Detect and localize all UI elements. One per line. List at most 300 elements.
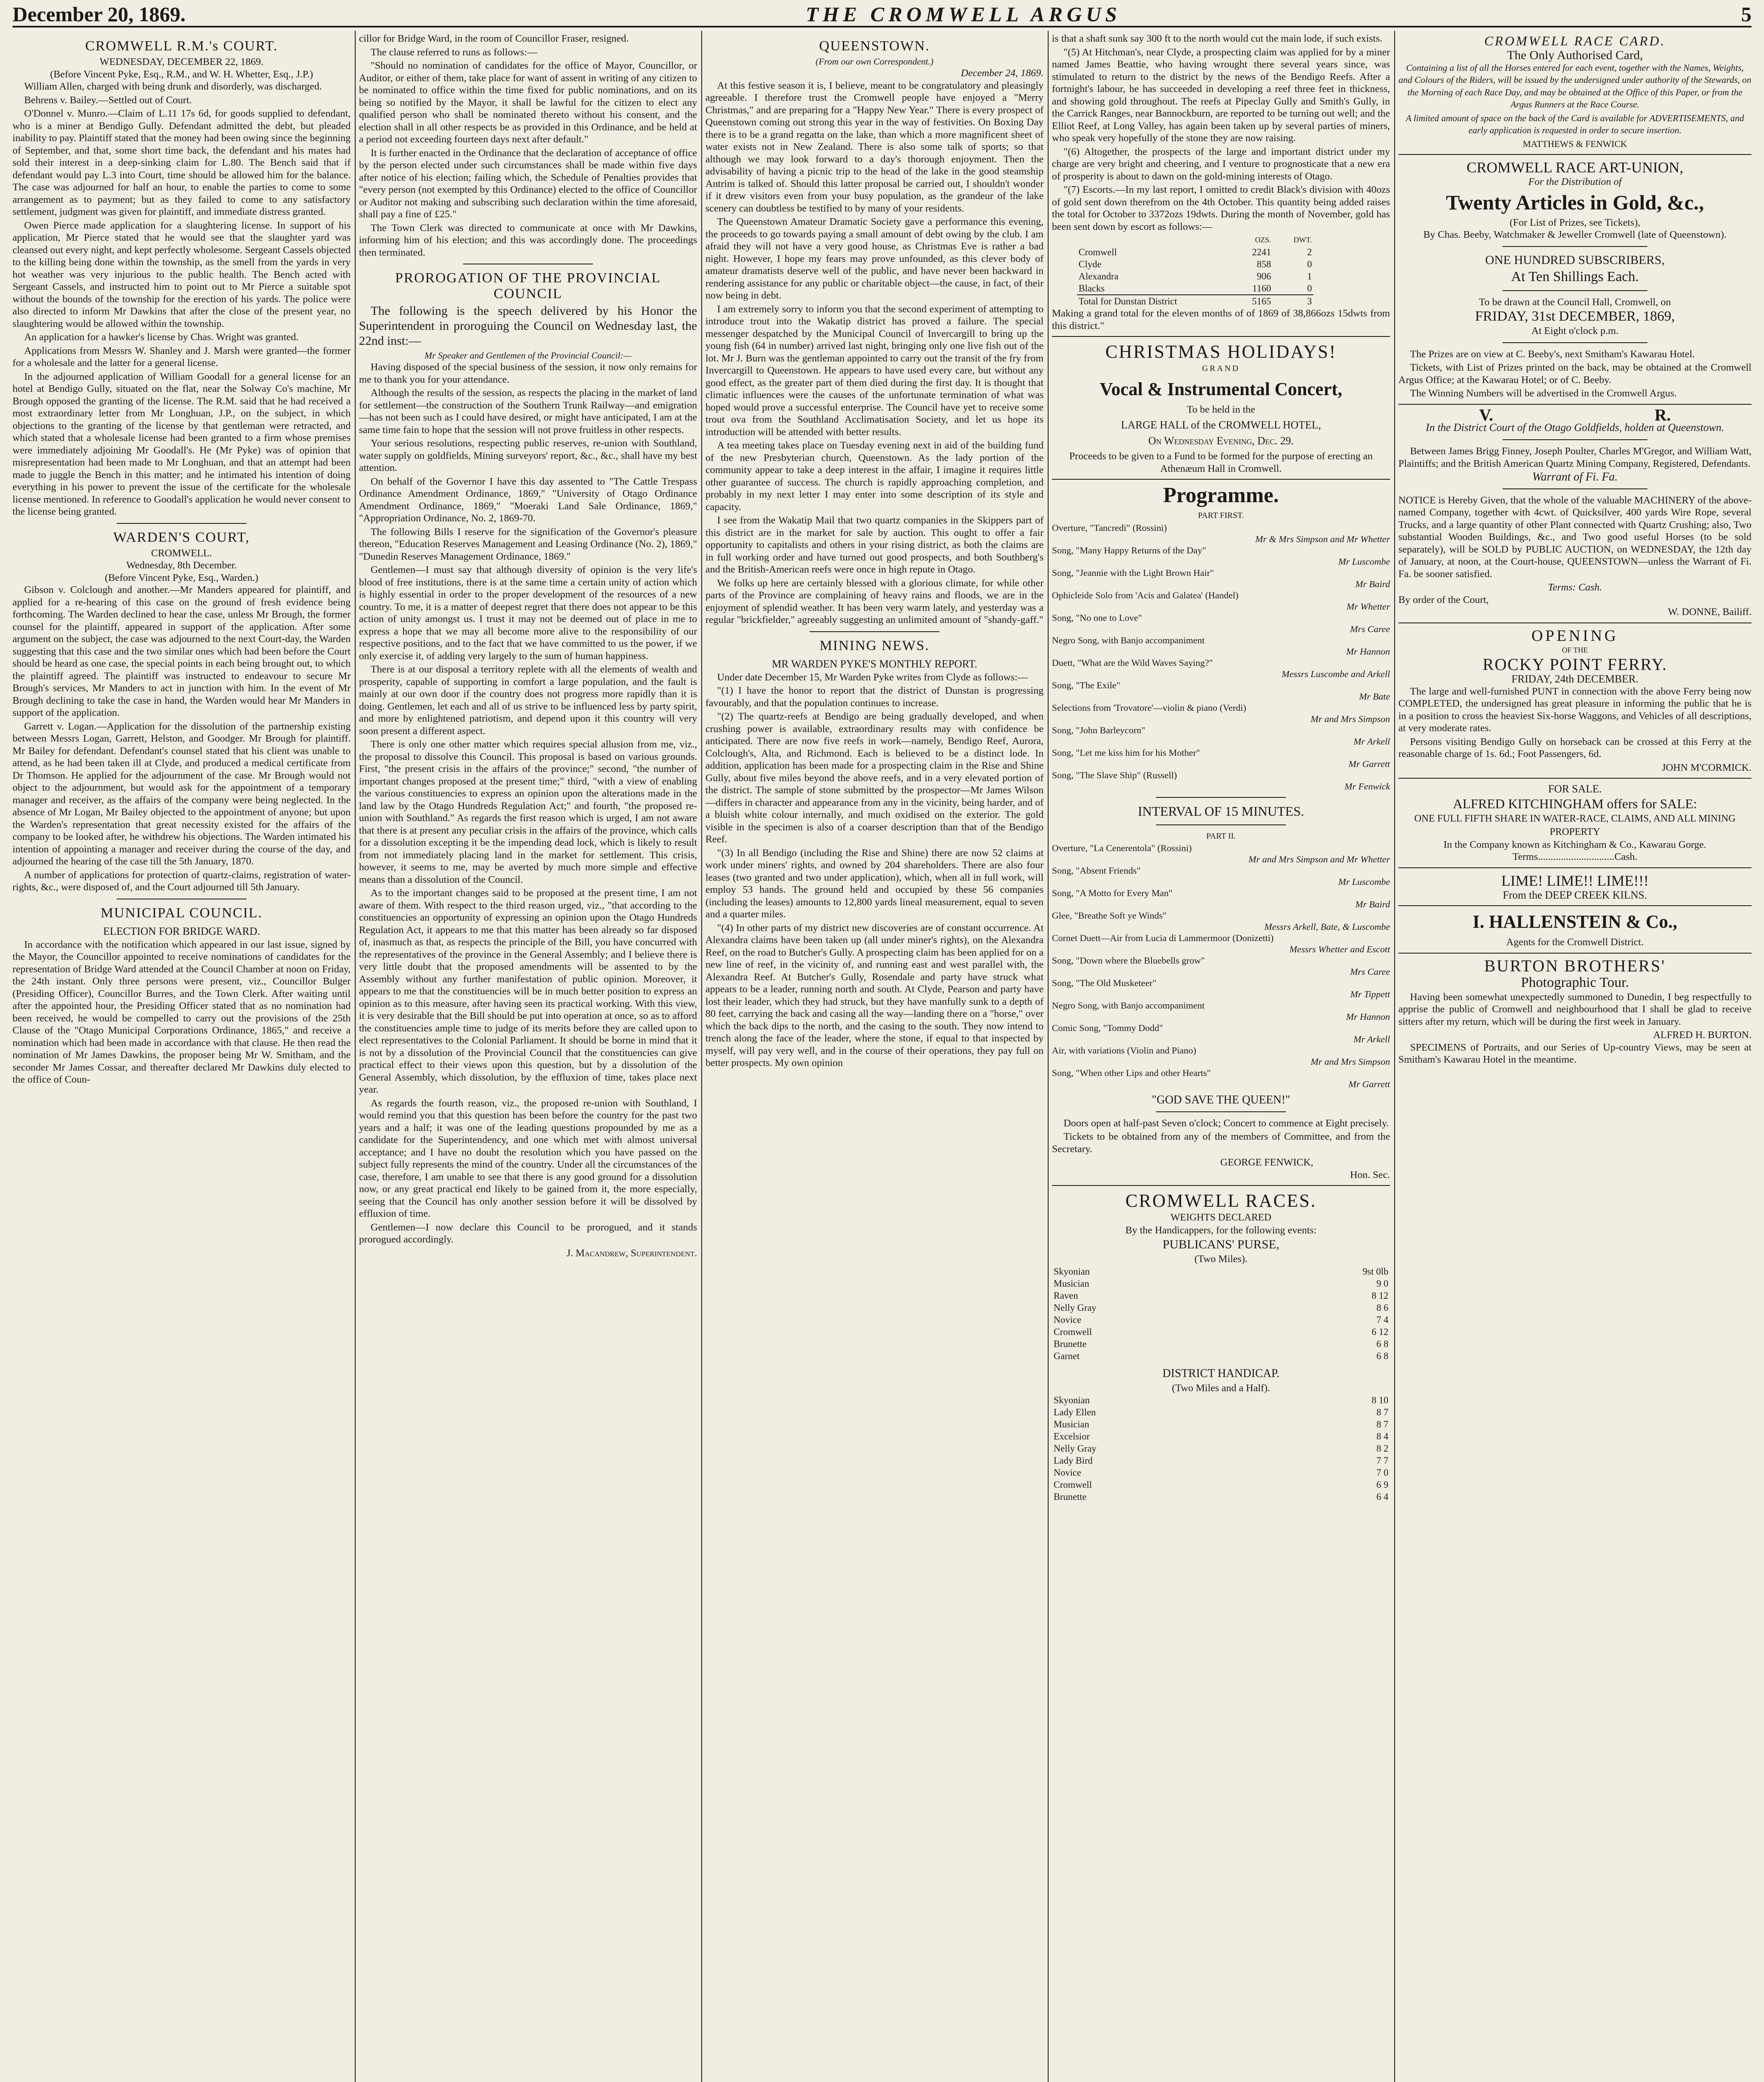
rm-court-date: WEDNESDAY, DECEMBER 22, 1869. [100,56,264,67]
column-rule [1048,31,1049,2082]
art-union-note: (For List of Prizes, see Tickets), [1510,217,1640,228]
table-row [1052,1302,1390,1314]
table-cell: 0 [1307,259,1312,269]
race-card-heading: CROMWELL RACE CARD. [1484,33,1666,48]
race-card-body: Containing a list of all the Horses entered for each event, together with the Names, Weights, and Colours of the Riders, will be issued by the undersigned under authority of the Stewards, on the Morning of each Race Day, and may be obtained at the Office of this Paper, or from the Argus Runners at the Race Course. [1398,62,1752,110]
article-paragraph: An application for a hawker's license by Chas. Wright was granted. [24,331,299,343]
programme-item [1052,702,1390,725]
newspaper-title: THE CROMWELL ARGUS [805,2,1121,26]
table-cell: 7 4 [1376,1314,1388,1325]
lime-source: From the DEEP CREEK KILNS. [1502,889,1647,901]
programme-item-title: Overture, "Tancredi" (Rossini) [1052,522,1167,533]
article-paragraph: A number of applications for protection of quartz-claims, registration of water-rights, &c., were disposed of, and the Court adjourned till 5th January. [12,869,351,893]
article-paragraph: The following Bills I reserve for the signification of the Governor's pleasure thereon, "Education Reserves Management and Leasing Ordinance (No. 2), 1869," "Dunedin Reserves Management Ordinance, 1869." [359,526,697,562]
article-paragraph: I see from the Wakatip Mail that two quartz companies in the Skippers part of this district are in the market for sale by auction. This ought to offer a fair opportunity to capitalists and others in your rising district, as both the claims are in full working order and have turned out good prospects, and both Southberg's and the British-American reefs were once in high repute in Otago. [705,515,1044,575]
ferry-opening: OPENING [1531,627,1619,645]
vr-line [1398,405,1752,424]
programme-item-title: Song, "The Slave Ship" (Russell) [1052,770,1177,780]
art-union-date: FRIDAY, 31st DECEMBER, 1869, [1475,309,1675,324]
part-first-label: PART FIRST. [1198,511,1244,520]
warrant-title: Warrant of Fi. Fa. [1532,471,1618,483]
escort-cell: Total for Dunstan District [1079,296,1177,306]
programme-item-title: Song, "Down where the Bluebells grow" [1052,955,1205,966]
court-title: In the District Court of the Otago Goldfields, holden at Queenstown. [1425,421,1724,433]
programme-item [1052,977,1390,1000]
programme-item [1052,887,1390,910]
table-row [1052,1430,1390,1442]
article-paragraph: The Winning Numbers will be advertised in the Cromwell Argus. [1410,388,1677,399]
table-row [1052,1406,1390,1418]
divider [1502,342,1647,343]
publicans-purse-heading: PUBLICANS' PURSE, [1162,1238,1280,1251]
burton-subheading: Photographic Tour. [1521,974,1629,990]
burton-heading: BURTON BROTHERS' [1484,956,1666,975]
programme-item-performer: Mr Garrett [1348,1079,1390,1089]
programme-item-title: Song, "Jeannie with the Light Brown Hair" [1052,567,1214,578]
divider [1052,336,1390,337]
programme-item [1052,955,1390,977]
table-row [1052,1442,1390,1454]
programme-item-title: Duett, "What are the Wild Waves Saying?" [1052,657,1213,668]
article-paragraph: is that a shaft sunk say 300 ft to the north would cut the main lode, if such exists. [1052,33,1383,44]
programme-item [1052,567,1390,590]
article-paragraph: The following is the speech delivered by his Honor the Superintendent in proroguing the Council on Wednesday last, the 22nd inst:— [359,304,697,348]
article-paragraph: Gibson v. Colclough and another.—Mr Manders appeared for plaintiff, and applied for a re-hearing of this case on the ground of fresh evidence being forthcoming. The Warden declined to hear the case, unless Mr Brough, the former counsel for the plaintiff, appeared in support of the application. After some argument on the subject, the case was adjourned to the next Court-day, the Warden suggesting that this case and the two similar ones which had been before the Court should be heard as one case, the special points in each being brought out, to which the plaintiff agreed. The plaintiff was instructed to endeavour to secure Mr Brough's services, Mr Manders to act in junction with him. In the event of Mr Brough declining to take the case in hand, the Warden would hear Mr Manders in support of the application. [12,584,351,718]
article-paragraph: Applications from Messrs W. Shanley and J. Marsh were granted—the former for a wholesale and the latter for a general license. [12,345,351,369]
article-paragraph: Your serious resolutions, respecting public reserves, re-union with Southland, water supply on goldfields, Mining surveyors' report, &c., &c., shall have my best attention. [359,438,697,473]
table-row [1077,270,1313,282]
programme-item-title: Comic Song, "Tommy Dodd" [1052,1023,1163,1033]
article-paragraph: Owen Pierce made application for a slaughtering license. In support of his application, Mr Pierce stated that he would see that the slaughter yard was cleansed out every night, and kept perfectly wholesome. Sergeant Cassels objected to the killing being done within the township, as the smell from the yards in very hot weather was very injurious to the public health. The Bench acted with Sergeant Cassels, and instructed him to point out to Mr Pierce a suitable spot without the bounds of the township for the erection of his yards. The police were also directed to inform Mr Dawkins that after the close of the present year, no slaughtering would be allowed within the township. [12,219,351,329]
hallenstein-heading: I. HALLENSTEIN & Co., [1472,911,1677,932]
race-card-subheading: The Only Authorised Card, [1507,48,1643,62]
table-cell: Brunette [1054,1492,1087,1502]
christmas-holidays-heading: CHRISTMAS HOLIDAYS! [1105,341,1337,362]
auction-notice: NOTICE is Hereby Given, that the whole of the valuable MACHINERY of the above-named Company, together with 4cwt. of Quicksilver, 400 yards Wire Rope, several Trucks, and a large quantity of other Plant connected with Quartz Crushing; also, Two substantial Wooden Buildings, &c., and Two good useful Horses (to be sold separately), will be SOLD by PUBLIC AUCTION, on WEDNESDAY, the 12th day of January, at noon, at the Court-house, QUEENSTOWN—unless the Warrant of Fi. Fa. be sooner satisfied. [1398,494,1752,580]
article-paragraph: SPECIMENS of Portraits, and our Series of Up-country Views, may be seen at Smitham's Kawarau Hotel in the meantime. [1398,1041,1752,1065]
table-cell: 7 7 [1376,1455,1388,1466]
article-paragraph: On behalf of the Governor I have this day assented to "The Cattle Trespass Ordinance Amendment Ordinance, 1869," "University of Otago Ordinance Amendment Ordinance, 1869," "Moeraki Land Sale Ordinance, 1869," "Appropriation Ordinance, No. 2, 1869-70. [359,476,697,524]
weights-declared: WEIGHTS DECLARED [1171,1212,1271,1223]
table-cell: Cromwell [1054,1479,1092,1490]
programme-item-title: Ophicleide Solo from 'Acis and Galatea' (Handel) [1052,590,1238,600]
table-cell: 9 0 [1376,1278,1388,1289]
vr-left: V. [1479,405,1493,424]
table-row [1077,282,1313,295]
warrant-notice-ad [1398,405,1752,618]
column-rule [355,31,356,2082]
programme-item [1052,770,1390,792]
article-paragraph: cillor for Bridge Ward, in the room of Councillor Fraser, resigned. [359,33,629,44]
programme-part-2 [1052,842,1390,1090]
article-paragraph: "(2) The quartz-reefs at Bendigo are being gradually developed, and when crushing power is available, extraordinary results may with confidence be anticipated. There are now five reefs in work—namely, Bendigo Reef, Aurora, Colclough's, Alta, and Richmond. Each is believed to be a distinct lode. In addition, application has been made for a prospecting claim in the Rise and Shine Gully, about five miles beyond the above reefs, and in a very elevated portion of the district. The sample of stone submitted by the prospector—Mr James Wilson—differs in character and appearance from any in the vicinity, being harder, and of a bluish white colour internally, and much oxidised on the exterior. The gold visible in the specimen is also of a coarser description than that of the Bendigo Reef. [705,711,1044,845]
hallenstein-agents: Agents for the Cromwell District. [1506,936,1644,948]
article-paragraph: Having been somewhat unexpectedly summoned to Dunedin, I beg respectfully to apprise the public of Cromwell and neighbourhood that I shall be glad to receive sitters after my return, which will be during the first week in January. [1398,991,1752,1027]
article-paragraph: "(7) Escorts.—In my last report, I omitted to credit Black's division with 40ozs of gold sent down therefrom on the 4th October. This quantity being added raises the total for October to 3372ozs 19dwts. During the month of November, gold has been sent down by escort as follows:— [1052,184,1390,232]
table-cell: 8 7 [1376,1419,1388,1430]
programme-item-performer: Mr Hannon [1346,1011,1390,1022]
escort-table [1077,234,1313,307]
table-cell: Lady Ellen [1054,1407,1096,1417]
table-row [1052,1467,1390,1479]
table-cell: 7 0 [1376,1467,1388,1478]
article-paragraph: Under date December 15, Mr Warden Pyke writes from Clyde as follows:— [717,671,1028,683]
municipal-council-subheading: ELECTION FOR BRIDGE WARD. [103,925,260,937]
table-cell: Lady Bird [1054,1455,1093,1466]
burton-ad [1398,958,1752,1066]
programme-item [1052,522,1390,545]
programme-item-performer: Mr & Mrs Simpson and Mr Whetter [1255,533,1390,544]
table-row [1052,1338,1390,1350]
article-paragraph: Gentlemen—I must say that although diversity of opinion is the very life's blood of free institutions, there is at the same time a certain unity of action which is highly essential in order to the proper development of the resources of a new country. To me, it is a matter of deepest regret that there does not appear to be this action of unity amongst us. I trust it may not be deemed out of place in me to express a hope that we may all become more alive to the responsibility of our respective positions, and to the fact that we have committed to us the power, if we only exercise it, of adding very largely to the sum of human happiness. [359,564,697,662]
table-row [1077,258,1313,270]
escort-header-cell: DWT. [1293,236,1312,244]
article-paragraph: "(4) In other parts of my district new discoveries are of constant occurrence. At Alexandra claims have been taken up (all under miner's rights), on the Alexandra Reef, on the road to Butcher's Gully. A prospecting claim has been applied for on a new line of reef, in the vicinity of, and running east and west parallel with, the Alexandra Reef. At Butcher's Gully, Rosendale and party have struck what appears to be a leader, running north and south. At Clyde, Pearson and party have lost their leader, which they had struck, but they have manfully sunk to a depth of 80 feet, carrying the back and casing all the way—landing there on a "horse," over which the back dips to the north, and the casing to the south. They now intend to trench along the face of the leader, where the stone, if equal to that inspected by myself, will pay very well, and in the course of their operations, they pay full on better prospects. My own opinion [705,922,1044,1068]
programme-item-performer: Mr Arkell [1353,1034,1390,1044]
programme-item [1052,680,1390,702]
article-paragraph: Gentlemen—I now declare this Council to be prorogued, and it stands prorogued accordingly. [359,1221,697,1245]
doors-open-note: Doors open at half-past Seven o'clock; Concert to commence at Eight precisely. [1064,1117,1389,1129]
table-row [1052,1326,1390,1338]
programme-item [1052,612,1390,635]
programme-item [1052,910,1390,932]
programme-item-performer: Mr Tippett [1350,989,1390,999]
queenstown-date: December 24, 1869. [961,67,1044,79]
divider [1502,488,1647,489]
programme-item-performer: Mr and Mrs Simpson [1311,1056,1390,1067]
district-handicap-table [1052,1394,1390,1503]
programme-item-title: Song, "The Old Musketeer" [1052,978,1156,988]
table-cell: 6 8 [1376,1338,1388,1349]
for-sale-offer: ALFRED KITCHINGHAM offers for SALE: [1453,796,1697,811]
programme-item [1052,657,1390,680]
secretary-name: GEORGE FENWICK, [1220,1157,1313,1168]
ferry-ad [1398,628,1752,774]
article-paragraph: At this festive season it is, I believe, meant to be congratulatory and pleasingly agreeable. I therefore trust the Cromwell people have enjoyed a "Merry Christmas," and are preparing for a "Happy New Year." There is every prospect of Queenstown coming out strong this year in the way of festivities. On Boxing Day there is to be a grand regatta on the lake, than which a more magnificent sheet of water exists not in New Zealand. There is also some talk of sports; so that although we may look forward to a day's thorough enjoyment. Then the advisability of having a picnic trip to the head of the lake in the good steamship Antrim is talked of. Should this latter proposal be carried out, I shouldn't wonder if it drew visitors even from your busy population, as the grandeur of the lake scenery can doubtless be testified to by many of your residents. [705,80,1044,214]
divider [1398,154,1752,155]
ferry-of-the: OF THE [1562,645,1588,654]
table-row [1052,1278,1390,1290]
publicans-purse-distance: (Two Miles). [1194,1253,1248,1265]
divider [1502,290,1647,291]
programme-item-title: Negro Song, with Banjo accompaniment [1052,1000,1205,1011]
table-cell: Excelsior [1054,1431,1090,1442]
table-cell: 8 7 [1376,1407,1388,1417]
mining-news-heading: MINING NEWS. [820,638,929,653]
column-rule [1394,31,1395,2082]
for-sale-heading: FOR SALE. [1548,783,1602,795]
table-cell: Cromwell [1079,247,1117,257]
wardens-court-date: Wednesday, 8th December. [126,560,237,571]
programme-item-title: Song, "Many Happy Returns of the Day" [1052,545,1206,555]
article-paragraph: Tickets, with List of Prizes printed on the back, may be obtained at the Cromwell Argus Office; at the Kawarau Hotel; or of C. Beeby. [1398,362,1752,386]
art-union-drawn: To be drawn at the Council Hall, Cromwell, on [1479,296,1671,308]
escort-cell: 5165 [1252,296,1271,306]
programme-item-title: Song, "When other Lips and other Hearts" [1052,1068,1211,1078]
article-paragraph: Making a grand total for the eleven months of of 1869 of 38,866ozs 15dwts from this district." [1052,308,1390,331]
programme-item-title: Overture, "La Cenerentola" (Rossini) [1052,843,1192,853]
wardens-court-place: CROMWELL. [151,547,212,559]
table-cell: 8 2 [1376,1443,1388,1454]
art-union-time: At Eight o'clock p.m. [1531,325,1619,336]
art-union-subscribers: ONE HUNDRED SUBSCRIBERS, [1485,253,1665,267]
programme-item-performer: Mr Luscombe [1338,556,1390,567]
table-cell: 858 [1256,259,1271,269]
divider [1502,439,1647,440]
programme-item [1052,842,1390,865]
programme-part-1 [1052,522,1390,792]
divider [1398,867,1752,868]
programme-item-performer: Mr Luscombe [1338,877,1390,887]
escort-header-row [1077,234,1313,246]
table-row [1052,1290,1390,1302]
publicans-purse-table [1052,1265,1390,1362]
table-cell: 8 10 [1371,1395,1388,1405]
races-by-line: By the Handicappers, for the following events: [1125,1224,1317,1236]
escort-total-row [1077,295,1313,307]
table-row [1077,246,1313,258]
table-cell: Novice [1054,1467,1081,1478]
art-union-heading: CROMWELL RACE ART-UNION, [1466,159,1684,176]
concert-date: On Wednesday Evening, Dec. 29. [1148,434,1294,447]
municipal-council-heading: MUNICIPAL COUNCIL. [100,905,263,921]
article-paragraph: "(6) Altogether, the prospects of the large and important district under my charge are very bright and cheering, and I venture to prognosticate that a new era of prosperity is about to dawn on the gold-mining interests of Otago. [1052,146,1390,182]
table-cell: Alexandra [1079,271,1119,281]
by-order: By order of the Court, [1398,594,1489,605]
divider [1052,1185,1390,1186]
wardens-court-heading: WARDEN'S COURT, [113,529,250,545]
art-union-price: At Ten Shillings Each. [1511,269,1639,284]
table-cell: Garnet [1054,1350,1080,1361]
for-sale-ad [1398,783,1752,863]
table-cell: Skyonian [1054,1266,1090,1277]
ferry-heading: ROCKY POINT FERRY. [1482,655,1667,674]
table-cell: Raven [1054,1290,1078,1301]
table-row [1052,1314,1390,1326]
table-cell: 8 6 [1376,1302,1388,1313]
article-paragraph: Behrens v. Bailey.—Settled out of Court. [24,94,192,106]
table-cell: 1 [1307,271,1312,281]
escort-header-cell [1077,234,1232,246]
cromwell-races-ad [1052,1190,1390,1503]
table-row [1052,1454,1390,1467]
programme-item-performer: Mr and Mrs Simpson and Mr Whetter [1248,854,1390,864]
programme-item-title: Song, "Absent Friends" [1052,865,1141,876]
programme-item-performer: Mrs Caree [1350,623,1390,634]
district-handicap-heading: DISTRICT HANDICAP. [1162,1367,1280,1380]
art-union-prizes: Twenty Articles in Gold, &c., [1446,190,1704,214]
table-row [1052,1265,1390,1278]
art-union-ad [1398,159,1752,400]
table-cell: Clyde [1079,259,1101,269]
table-cell: 906 [1256,271,1271,281]
table-cell: Skyonian [1054,1395,1090,1405]
article-paragraph: There is only one other matter which requires special allusion from me, viz., the proposal to dissolve this Council. This proposal is based on various grounds. First, "the present crisis in the affairs of the province;" second, "the number of important changes proposed at the present time;" third, "with a view of enabling the various constituencies to express an opinion upon the alterations made in the land law by the Otago Hundreds Regulation Act;" and fourth, "the proposed re-union with Southland." As regards the first reason which is urged, I am not aware that there is at present any peculiar crisis in the affairs of the province, which calls for a dissolution excepting it be the impending dead lock, which is likely to result from not immediately placing land in the market for settlement. This crisis, however, it seems to me, may be averted by much more simple and effective means than a dissolution of the Council. [359,739,697,885]
anthem-line: "GOD SAVE THE QUEEN!" [1151,1093,1291,1106]
rm-court-before: (Before Vincent Pyke, Esq., R.M., and W. H. Whetter, Esq., J.P.) [50,68,313,80]
burton-signature: ALFRED H. BURTON. [1653,1029,1752,1041]
secretary-role: Hon. Sec. [1350,1169,1390,1180]
article-paragraph: The Town Clerk was directed to communicate at once with Mr Dawkins, informing him of his election; and this was accordingly done. The proceedings then terminated. [359,222,697,258]
table-row [1052,1394,1390,1406]
table-cell: Musician [1054,1419,1089,1430]
article-paragraph: Although the results of the session, as respects the placing in the market of land for settlement—the construction of the Southern Trunk Railway—and emigration—has not been such as I could have desired, or might have anticipated, I am at the same time fain to hope that the session will not prove fruitless in other respects. [359,387,697,436]
prorogation-heading: PROROGATION OF THE PROVINCIAL COUNCIL [395,270,661,301]
programme-item-title: Song, "Let me kiss him for his Mother" [1052,747,1200,758]
programme-item [1052,1022,1390,1045]
table-cell: 8 12 [1371,1290,1388,1301]
programme-item [1052,932,1390,955]
article-paragraph: "Should no nomination of candidates for the office of Mayor, Councillor, or Auditor, or either of them, take place for want of assent in writing of any citizen to be nominated to office within the time fixed for public nominations, and on its being so notified by the Mayor, it shall be lawful for the citizen to elect any qualified person who shall be nominated thereto without his consent, and the election shall in all other respects be as provided in this Ordinance, and be held at a period not exceeding fourteen days next after default." [359,60,697,145]
column-rule [701,31,702,2082]
table-cell: 0 [1307,283,1312,294]
table-cell: 6 12 [1371,1326,1388,1337]
concert-title: Vocal & Instrumental Concert, [1099,379,1343,399]
programme-item [1052,590,1390,612]
programme-item-title: Glee, "Breathe Soft ye Winds" [1052,910,1167,921]
interval-label: INTERVAL OF 15 MINUTES. [1138,803,1304,819]
for-sale-terms: Terms..............................Cash. [1512,851,1637,862]
escort-header-cell: OZS. [1255,236,1271,244]
column-4 [1052,32,1390,2082]
race-card-ad [1398,32,1752,150]
races-heading: CROMWELL RACES. [1125,1190,1317,1211]
table-cell: Nelly Gray [1054,1302,1096,1313]
rm-court-heading: CROMWELL R.M.'s COURT. [85,38,278,54]
art-union-sub: For the Distribution of [1528,176,1622,187]
concert-proceeds: Proceeds to be given to a Fund to be formed for the purpose of erecting an Athenæum Hall in Cromwell. [1069,451,1373,474]
district-handicap-distance: (Two Miles and a Half). [1172,1382,1270,1394]
programme-item-performer: Mr Arkell [1353,736,1390,747]
programme-item [1052,725,1390,747]
issue-date: December 20, 1869. [12,2,186,26]
wardens-court-before: (Before Vincent Pyke, Esq., Warden.) [105,572,259,583]
divider [117,523,247,524]
part-two-label: PART II. [1206,831,1236,841]
queenstown-byline: (From our own Correspondent.) [815,56,934,67]
article-paragraph: O'Donnel v. Munro.—Claim of L.11 17s 6d, for goods supplied to defendant, who is a miner at Bendigo Gully. Defendant admitted the debt, but pleaded inability to pay. Plaintiff stated that the money had been owing since the beginning of September, and that, some short time back, the defendant and his mates had sold their interest in a deep-sinking claim for L.80. The Bench said that if defendant would pay L.3 into Court, time should be allowed him for the balance. The case was adjourned for half an hour, to enable the parties to come to some arrangement as to payment; but as they failed to come to any satisfactory settlement, judgment was given for plaintiff, and immediate distress granted. [12,108,351,217]
article-paragraph: Persons visiting Bendigo Gully on horseback can be crossed at this Ferry at the reasonable charge of 1s. 6d.; Foot Passengers, 6d. [1398,736,1752,760]
bailiff-signature: W. DONNE, Bailiff. [1668,606,1752,618]
divider [810,631,939,632]
escort-cell: 3 [1307,296,1312,306]
programme-item-performer: Mr Baird [1355,578,1390,589]
article-paragraph: "(5) At Hitchman's, near Clyde, a prospecting claim was applied for by a miner named James Beattie, who having wrought there several years since, was stimulated to return to the district by the news of the Bendigo Reefs. After a fortnight's labour, he has succeeded in developing a reef three feet in thickness, and showing gold throughout. The reefs at Pipeclay Gully and Smith's Gully, in the Carrick Ranges, near Bannockburn, are reported to be turning out well; and the Elliot Reef, at Long Valley, has again been taken up by several parties of miners, who speak very hopefully of the stone they are now raising. [1052,46,1390,144]
mining-report-subheading: MR WARDEN PYKE'S MONTHLY REPORT. [772,657,977,670]
queenstown-heading: QUEENSTOWN. [819,38,930,54]
programme-item-performer: Messrs Luscombe and Arkell [1281,668,1390,679]
column-1 [12,32,351,2082]
between-parties: Between James Brigg Finney, Joseph Poulter, Charles M'Gregor, and William Watt, Plaintiffs; and the British American Quartz Mining Company, Registered, Defendants. [1398,446,1752,469]
tickets-note: Tickets to be obtained from any of the members of Committee, and from the Secretary. [1052,1131,1390,1155]
programme-item-performer: Mr Hannon [1346,646,1390,657]
article-paragraph: I am extremely sorry to inform you that the second experiment of attempting to introduce trout into the Wakatip district has proved a failure. The special messenger despatched by the Municipal Council of Invercargill to bring up the young fish (64 in number) arrived last night, bringing only one live fish out of the lot. Mr J. Burn was the gentleman appointed to carry out the transit of the fry from Invercargill to Queenstown. He appears to have used every care, but without any good effect, as the greater part of them died during the first day. It is thought that climatic influences were the causes of the unfortunate termination of what was hoped would prove a successful enterprise. The Council have yet to receive some trout ova from the Southland Acclimatisation Society, and let us hope its introduction will be attended with better results. [705,303,1044,438]
programme-item [1052,1045,1390,1067]
divider [1398,404,1752,405]
article-paragraph: In accordance with the notification which appeared in our last issue, signed by the Mayor, the Councillor appointed to receive nominations of candidates for the representation of Bridge Ward attended at the Council Chamber at noon on Friday, the 24th instant. Only three persons were present, viz., Councillor Bulger (Presiding Officer), Councillor Burres, and the Town Clerk. After waiting until after the appointed hour, the Presiding Officer stated that as no nomination had been received, he would be compelled to carry out the provisions of the 25th Clause of the "Otago Municipal Corporations Ordinance, 1865," and receive a nomination which had been made in accordance with that clause. He then read the nomination of Mr James Dawkins, the proposer being Mr W. Smitham, and the seconder Mr James Cossar, and thereafter declared Mr Dawkins duly elected to the office of Coun- [12,939,351,1085]
divider [1398,953,1752,954]
superintendent-signature: J. Macandrew, Superintendent. [566,1247,697,1259]
table-cell: 6 8 [1376,1350,1388,1361]
concert-held: To be held in the [1186,403,1256,415]
speech-salutation: Mr Speaker and Gentlemen of the Provincial Council:— [424,350,632,361]
article-paragraph: A tea meeting takes place on Tuesday evening next in aid of the building fund of the new Presbyterian church, Queenstown. As the lady portion of the community appear to take a deep interest in the affair, I imagine it requires little other guarantee of success. The church is rapidly approaching completion, and probably in my next letter I may enter into some description of its style and capacity. [705,440,1044,513]
ferry-signature: JOHN M'CORMICK. [1662,762,1752,773]
programme-item-performer: Messrs Whetter and Escott [1289,944,1390,954]
table-cell: Brunette [1054,1338,1087,1349]
table-row [1052,1491,1390,1503]
programme-item-performer: Mrs Caree [1350,966,1390,977]
programme-item [1052,1000,1390,1022]
programme-item [1052,1067,1390,1090]
article-paragraph: "(1) I have the honor to report that the district of Dunstan is progressing favourably, and that the population continues to increase. [705,685,1044,709]
programme-item-title: Song, "John Barleycorn" [1052,725,1145,735]
lime-ad [1398,872,1752,902]
programme-item-title: Song, "No one to Love" [1052,612,1142,623]
table-row [1052,1418,1390,1430]
article-paragraph: The Prizes are on view at C. Beeby's, next Smitham's Kawarau Hotel. [1410,348,1695,360]
table-cell: 1160 [1252,283,1271,294]
table-row [1052,1479,1390,1491]
programme-heading: Programme. [1163,483,1279,507]
article-paragraph: The Queenstown Amateur Dramatic Society gave a performance this evening, the proceeds to go towards paying a small amount of debt owing by the club. I am afraid they will not have a very good house, as Christmas Eve is rather a bad night. However, I hope my fears may prove unfounded, as this clever body of amateur dramatists deserve well of the public, and have never been backward in rendering assistance for any public or charitable object—the cause, in fact, of their now being in debt. [705,216,1044,301]
programme-item [1052,747,1390,770]
programme-item-title: Song, "A Motto for Every Man" [1052,888,1173,898]
page-number: 5 [1741,2,1752,26]
programme-item-title: Cornet Duett—Air from Lucia di Lammermoor (Donizetti) [1052,933,1274,943]
christmas-concert-ad [1052,341,1390,1181]
for-sale-share: ONE FULL FIFTH SHARE IN WATER-RACE, CLAIMS, AND ALL MINING PROPERTY [1414,813,1736,837]
programme-item-performer: Mr Baird [1355,899,1390,909]
masthead [12,2,1752,27]
article-paragraph: In the adjourned application of William Goodall for a general license for an hotel at Bendigo Gully, situated on the flat, near the Solway Co's machine, Mr Brough opposed the granting of the license. The R.M. said that he had received a most extraordinary letter from Mr Longhuan, J.P., on the subject, in which objections to the granting of the license by that gentleman were retracted, and which stated that a wholesale license had been granted to a firm whose premises were immediately adjoining Mr Goodall's. He (Mr Pyke) was of opinion that misrepresentation had been made to Mr Longhuan, and that an attempt had been made to juggle the Bench in this matter; and he intimated his intention of doing everything in his power to prevent the issue of the certificate for the wholesale license mentioned. In reference to Goodall's application he would never consent to the license being granted. [12,371,351,517]
terms-cash: Terms: Cash. [1548,582,1602,593]
table-cell: 6 9 [1376,1479,1388,1490]
vr-right: R. [1654,405,1671,424]
column-5 [1398,32,1752,2082]
programme-item-title: Selections from 'Trovatore'—violin & piano (Verdi) [1052,702,1246,713]
programme-item-performer: Mr Bate [1359,691,1390,702]
programme-item-performer: Messrs Arkell, Bate, & Luscombe [1264,921,1390,932]
table-cell: Novice [1054,1314,1081,1325]
column-3 [705,32,1044,2082]
lime-heading: LIME! LIME!! LIME!!! [1501,872,1649,889]
race-card-signature: MATTHEWS & FENWICK [1522,138,1627,149]
programme-item-performer: Mr and Mrs Simpson [1311,713,1390,724]
table-cell: Musician [1054,1278,1089,1289]
divider [1502,246,1647,247]
programme-item [1052,635,1390,657]
concert-venue: LARGE HALL of the CROMWELL HOTEL, [1121,419,1321,431]
table-cell: Nelly Gray [1054,1443,1096,1454]
article-paragraph: We folks up here are certainly blessed with a glorious climate, for while other parts of the Province are complaining of heavy rains and floods, we are in the enjoyment of splendid weather. It has been very warm lately, and yesterday was a regular "brickfielder," agreeably suggesting an unlimited amount of "shandy-gaff." [705,577,1044,625]
article-paragraph: As to the important changes said to be proposed at the present time, I am not aware of them. With respect to the third reason urged, viz., "that according to the constituencies an opportunity of expressing an opinion upon the Otago Hundreds Regulation Act, it appears to me that this matter has been already so far disposed of, inasmuch as that, as respects the principle of the Bill, you have concurred with the representatives of the province in the General Assembly; and I believe there is very little doubt that the proposed amendments will be assented to by the Assembly without any further manifestation of public opinion. Moreover, it appears to me that the constituencies will be in much better position to express an opinion as to this measure, after having seen its practical working. With this view, it is very desirable that the Bill should be put into operation at once, so as to afford the constituencies ample time to judge of its merits before they are called upon to elect representatives to the Colonial Parliament. It should be borne in mind that it is not by a dissolution of the Provincial Council that the constituencies can give practical effect to their views upon this question, but by a dissolution of the General Assembly, which dissolution, by the effluxion of time, takes place next year. [359,887,697,1095]
column-2 [359,32,697,2082]
table-cell: 6 4 [1376,1492,1388,1502]
table-cell: 2 [1307,247,1312,257]
article-paragraph: The large and well-furnished PUNT in connection with the above Ferry being now COMPLETED, the undersigned has great pleasure in informing the public that he is in a position to cross the heaviest Six-horse Waggons, and Vehicles of all descriptions, at very moderate rates. [1398,685,1752,734]
programme-item-performer: Mr Garrett [1348,758,1390,769]
article-paragraph: It is further enacted in the Ordinance that the declaration of acceptance of office by the person elected under such circumstances shall be made within five days after notice of his election; failing which, the Schedule of Penalties provides that "every person (not exempted by this Ordinance) elected to the office of Councillor or Auditor not making and subscribing such declaration within the time aforesaid, shall pay a fine of £25." [359,147,697,220]
article-paragraph: As regards the fourth reason, viz., the proposed re-union with Southland, I would remind you that this question has been before the country for the past two years and a half; it was one of the leading questions propounded by me as a candidate for the Superintendency, and one which met with almost universal acceptance; and I have no doubt the resolution which you have passed on the subject fully represents the mind of the country. Under all the circumstances of the case, therefore, I am unable to see that there is any good ground for a dissolution now, or any great practical end likely to be gained from it, the more especially, seeing that the Council has only another session before it will be dissolved by effluxion of time. [359,1097,697,1219]
ferry-date: FRIDAY, 24th DECEMBER. [1511,673,1639,685]
divider [1156,797,1286,798]
grand-label: GRAND [1202,364,1240,373]
table-cell: 8 4 [1376,1431,1388,1442]
divider [1398,905,1752,906]
programme-item-title: Negro Song, with Banjo accompaniment [1052,635,1205,645]
table-cell: Cromwell [1054,1326,1092,1337]
